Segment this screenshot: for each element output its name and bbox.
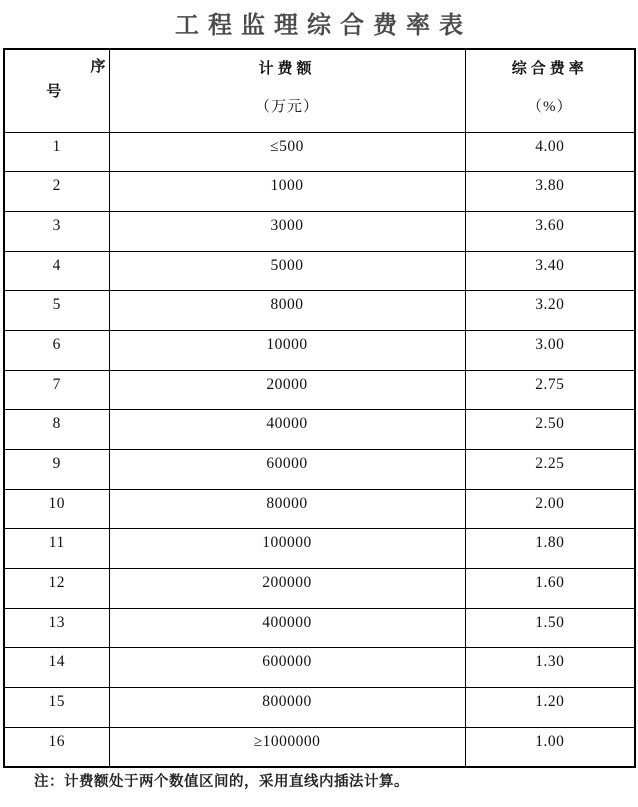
header-comprehensive-rate-label: 综合费率 — [511, 60, 588, 77]
table-row — [4, 450, 635, 490]
footnote: 注：计费额处于两个数值区间的，采用直线内插法计算。 — [34, 774, 409, 790]
rate-cell: 2.75 — [465, 370, 635, 410]
header-comprehensive-rate — [465, 49, 635, 132]
rate-cell: 1.30 — [465, 648, 635, 688]
table-row — [4, 608, 635, 648]
rate-cell: 3.20 — [465, 291, 635, 331]
amount-cell: 200000 — [109, 569, 465, 609]
rate-cell: 2.00 — [465, 489, 635, 529]
header-billing-amount-label: 计费额 — [258, 60, 316, 77]
serial-cell: 5 — [4, 291, 109, 331]
serial-cell: 16 — [4, 727, 109, 767]
amount-cell: ≤500 — [109, 132, 465, 172]
header-billing-amount-unit: （万元） — [254, 99, 319, 115]
amount-cell: 800000 — [109, 688, 465, 728]
rate-cell: 3.00 — [465, 330, 635, 370]
rate-cell: 3.40 — [465, 251, 635, 291]
header-serial-line1: 序 — [90, 58, 106, 75]
rate-cell: 2.25 — [465, 450, 635, 490]
amount-cell: 60000 — [109, 450, 465, 490]
amount-cell: 100000 — [109, 529, 465, 569]
serial-cell: 9 — [4, 450, 109, 490]
serial-cell: 15 — [4, 688, 109, 728]
amount-cell: 1000 — [109, 172, 465, 212]
table-row — [4, 648, 635, 688]
rate-table — [3, 48, 636, 768]
table-row — [4, 132, 635, 172]
rate-cell: 1.00 — [465, 727, 635, 767]
table-row — [4, 529, 635, 569]
table-row — [4, 251, 635, 291]
serial-cell: 1 — [4, 132, 109, 172]
amount-cell: 5000 — [109, 251, 465, 291]
amount-cell: ≥1000000 — [109, 727, 465, 767]
header-comprehensive-rate-unit: （%） — [527, 99, 573, 115]
serial-cell: 12 — [4, 569, 109, 609]
serial-cell: 13 — [4, 608, 109, 648]
table-row — [4, 330, 635, 370]
rate-cell: 1.50 — [465, 608, 635, 648]
rate-cell: 1.20 — [465, 688, 635, 728]
rate-cell: 4.00 — [465, 132, 635, 172]
rate-cell: 1.60 — [465, 569, 635, 609]
serial-cell: 8 — [4, 410, 109, 450]
amount-cell: 8000 — [109, 291, 465, 331]
rate-cell: 1.80 — [465, 529, 635, 569]
table-row — [4, 688, 635, 728]
amount-cell: 3000 — [109, 211, 465, 251]
rate-cell: 2.50 — [465, 410, 635, 450]
rate-table-body — [4, 132, 635, 767]
serial-cell: 7 — [4, 370, 109, 410]
amount-cell: 40000 — [109, 410, 465, 450]
table-row — [4, 410, 635, 450]
table-row — [4, 370, 635, 410]
serial-cell: 6 — [4, 330, 109, 370]
amount-cell: 80000 — [109, 489, 465, 529]
table-row — [4, 489, 635, 529]
table-row — [4, 172, 635, 212]
table-row — [4, 211, 635, 251]
serial-cell: 3 — [4, 211, 109, 251]
amount-cell: 600000 — [109, 648, 465, 688]
serial-cell: 11 — [4, 529, 109, 569]
serial-cell: 10 — [4, 489, 109, 529]
rate-cell: 3.60 — [465, 211, 635, 251]
page-title: 工程监理综合费率表 — [175, 13, 472, 39]
rate-table-header — [4, 49, 635, 132]
serial-cell: 4 — [4, 251, 109, 291]
header-row — [4, 49, 635, 132]
table-row — [4, 727, 635, 767]
header-billing-amount — [109, 49, 465, 132]
amount-cell: 20000 — [109, 370, 465, 410]
table-row — [4, 569, 635, 609]
table-row — [4, 291, 635, 331]
header-serial-number — [4, 49, 109, 132]
amount-cell: 400000 — [109, 608, 465, 648]
amount-cell: 10000 — [109, 330, 465, 370]
header-serial-line2: 号 — [46, 83, 62, 100]
serial-cell: 14 — [4, 648, 109, 688]
serial-cell: 2 — [4, 172, 109, 212]
rate-cell: 3.80 — [465, 172, 635, 212]
